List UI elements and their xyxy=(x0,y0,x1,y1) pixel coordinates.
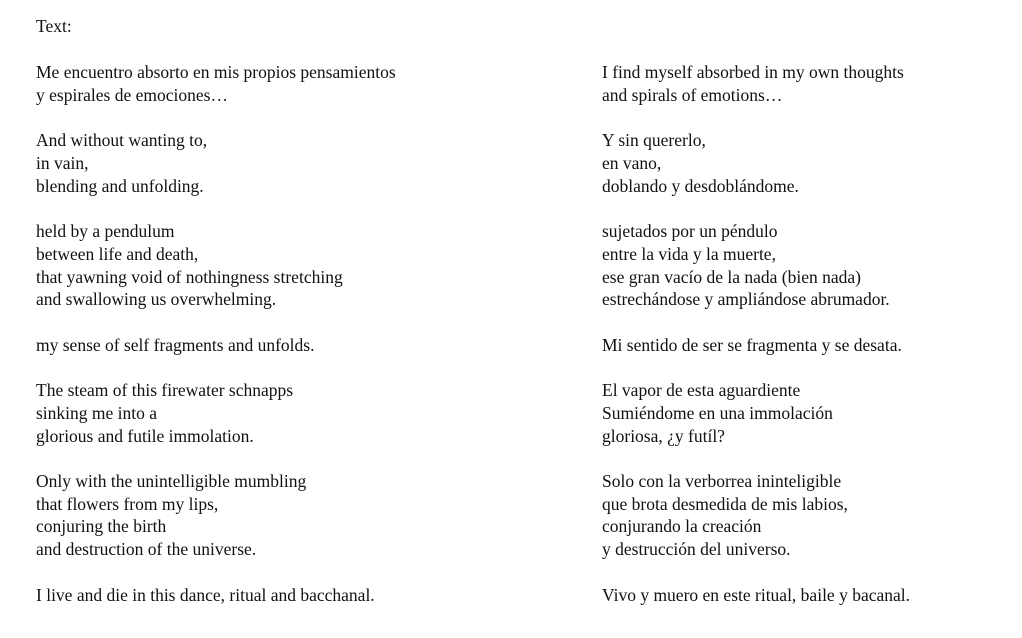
poem-line: El vapor de esta aguardiente xyxy=(602,379,801,400)
poem-line: Vivo y muero en este ritual, baile y bacanal. xyxy=(602,584,911,605)
poem-line: Mi sentido de ser se fragmenta y se desata. xyxy=(602,334,902,355)
poem-line: Me encuentro absorto en mis propios pensamientos xyxy=(36,62,396,82)
stanza xyxy=(602,379,1002,447)
poem-line: I find myself absorbed in my own thoughts xyxy=(602,62,904,82)
poem-line: que brota desmedida de mis labios, xyxy=(602,493,848,514)
stanza xyxy=(36,584,576,607)
poem-line: y espirales de emociones… xyxy=(36,84,228,105)
stanza xyxy=(602,220,1002,311)
stanza xyxy=(36,379,576,447)
poem-line: that flowers from my lips, xyxy=(36,493,219,514)
stanza xyxy=(602,61,1002,107)
poem-line: The steam of this firewater schnapps xyxy=(36,379,294,400)
stanza xyxy=(602,584,1002,607)
poem-line: doblando y desdoblándome. xyxy=(602,175,799,196)
poem-line: sujetados por un péndulo xyxy=(602,220,778,241)
poem-line: entre la vida y la muerte, xyxy=(602,243,776,264)
poem-line: held by a pendulum xyxy=(36,220,175,241)
poem-line: blending and unfolding. xyxy=(36,175,204,196)
poem-line: and destruction of the universe. xyxy=(36,539,257,560)
poem-line: Only with the unintelligible mumbling xyxy=(36,470,307,491)
poem-line: y destrucción del universo. xyxy=(602,539,791,560)
poem-line: conjurando la creación xyxy=(602,516,762,537)
poem-line: glorious and futile immolation. xyxy=(36,425,254,446)
poem-line: And without wanting to, xyxy=(36,130,208,151)
poem-line: my sense of self fragments and unfolds. xyxy=(36,334,315,355)
poem-line: Y sin quererlo, xyxy=(602,130,706,151)
stanza xyxy=(36,220,576,311)
poem-line: between life and death, xyxy=(36,243,199,264)
stanza xyxy=(36,470,576,561)
poem-line: ese gran vacío de la nada (bien nada) xyxy=(602,266,861,287)
left-column-poem xyxy=(36,61,576,629)
poem-line: Solo con la verborrea ininteligible xyxy=(602,470,842,491)
poem-line: and spirals of emotions… xyxy=(602,84,783,105)
right-column-poem xyxy=(602,61,1002,629)
poem-line: gloriosa, ¿y futíl? xyxy=(602,425,725,446)
poem-line: I live and die in this dance, ritual and bacchanal. xyxy=(36,584,375,605)
poem-line: and swallowing us overwhelming. xyxy=(36,289,277,310)
poem-line: Sumiéndome en una immolación xyxy=(602,402,833,423)
poem-line: sinking me into a xyxy=(36,402,158,423)
stanza xyxy=(602,129,1002,197)
poem-line: conjuring the birth xyxy=(36,516,167,537)
stanza xyxy=(602,470,1002,561)
stanza xyxy=(36,61,576,107)
page-heading: Text: xyxy=(36,16,72,36)
stanza xyxy=(36,334,576,357)
poem-line: that yawning void of nothingness stretching xyxy=(36,266,343,287)
poem-line: in vain, xyxy=(36,152,89,173)
poem-line: en vano, xyxy=(602,152,662,173)
poem-line: estrechándose y ampliándose abrumador. xyxy=(602,289,890,310)
stanza xyxy=(36,129,576,197)
stanza xyxy=(602,334,1002,357)
